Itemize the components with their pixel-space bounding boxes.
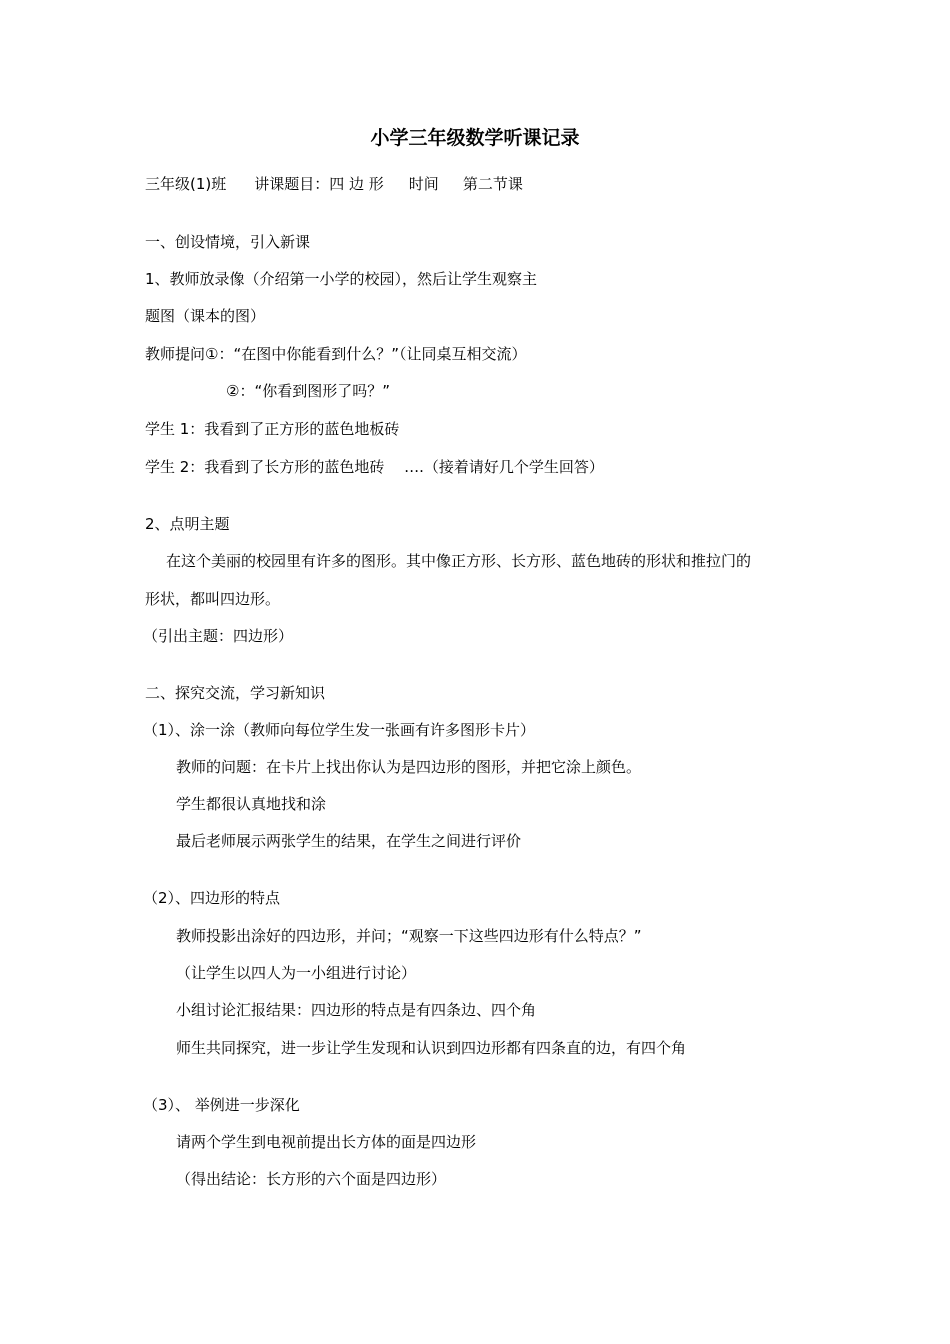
part2-line1: 教师投影出涂好的四边形，并问；“观察一下这些四边形有什么特点？” bbox=[176, 927, 642, 945]
section1-heading: 一、创设情境，引入新课 bbox=[145, 233, 311, 251]
section1-p2-heading: 2、点明主题 bbox=[145, 515, 230, 533]
student-answer-2: 学生 2：我看到了长方形的蓝色地砖 ….（接着请好几个学生回答） bbox=[145, 458, 604, 476]
part2-heading: （2）、四边形的特点 bbox=[143, 889, 281, 907]
part2-line3: 小组讨论汇报结果：四边形的特点是有四条边、四个角 bbox=[176, 1001, 537, 1019]
part3-line2: （得出结论：长方形的六个面是四边形） bbox=[176, 1170, 447, 1188]
teacher-question-1: 教师提问①：“在图中你能看到什么？”（让同桌互相交流） bbox=[145, 345, 527, 363]
part1-line3: 最后老师展示两张学生的结果，在学生之间进行评价 bbox=[176, 832, 522, 850]
section2-heading: 二、探究交流，学习新知识 bbox=[145, 684, 326, 702]
header-line bbox=[145, 174, 523, 194]
part3-heading: （3）、 举例进一步深化 bbox=[143, 1096, 300, 1114]
part2-line2: （让学生以四人为一小组进行讨论） bbox=[176, 964, 417, 982]
section1-p1-line1: 1、教师放录像（介绍第一小学的校园），然后让学生观察主 bbox=[145, 270, 538, 288]
lesson-period: 第二节课 bbox=[462, 175, 523, 193]
student-answer-1: 学生 1：我看到了正方形的蓝色地板砖 bbox=[145, 420, 400, 438]
part2-line4: 师生共同探究，进一步让学生发现和认识到四边形都有四条直的边，有四个角 bbox=[176, 1039, 687, 1057]
section1-p2-line3: （引出主题：四边形） bbox=[143, 627, 294, 645]
part3-line1: 请两个学生到电视前提出长方体的面是四边形 bbox=[176, 1133, 477, 1151]
section1-p1-line2: 题图（课本的图） bbox=[145, 307, 266, 325]
teacher-question-2: ②：“你看到图形了吗？” bbox=[226, 382, 390, 400]
part1-line1: 教师的问题：在卡片上找出你认为是四边形的图形，并把它涂上颜色。 bbox=[176, 758, 642, 776]
class-name: 三年级(1)班 bbox=[145, 175, 227, 193]
part1-heading: （1）、涂一涂（教师向每位学生发一张画有许多图形卡片） bbox=[143, 721, 536, 739]
part1-line2: 学生都很认真地找和涂 bbox=[176, 795, 327, 813]
section1-p2-line2: 形状，都叫四边形。 bbox=[145, 590, 281, 608]
document-title: 小学三年级数学听课记录 bbox=[370, 127, 580, 149]
lesson-topic: 讲课题目：四 边 形 bbox=[254, 175, 384, 193]
section1-p2-line1: 在这个美丽的校园里有许多的图形。其中像正方形、长方形、蓝色地砖的形状和推拉门的 bbox=[166, 552, 752, 570]
time-label: 时间 bbox=[408, 175, 439, 193]
